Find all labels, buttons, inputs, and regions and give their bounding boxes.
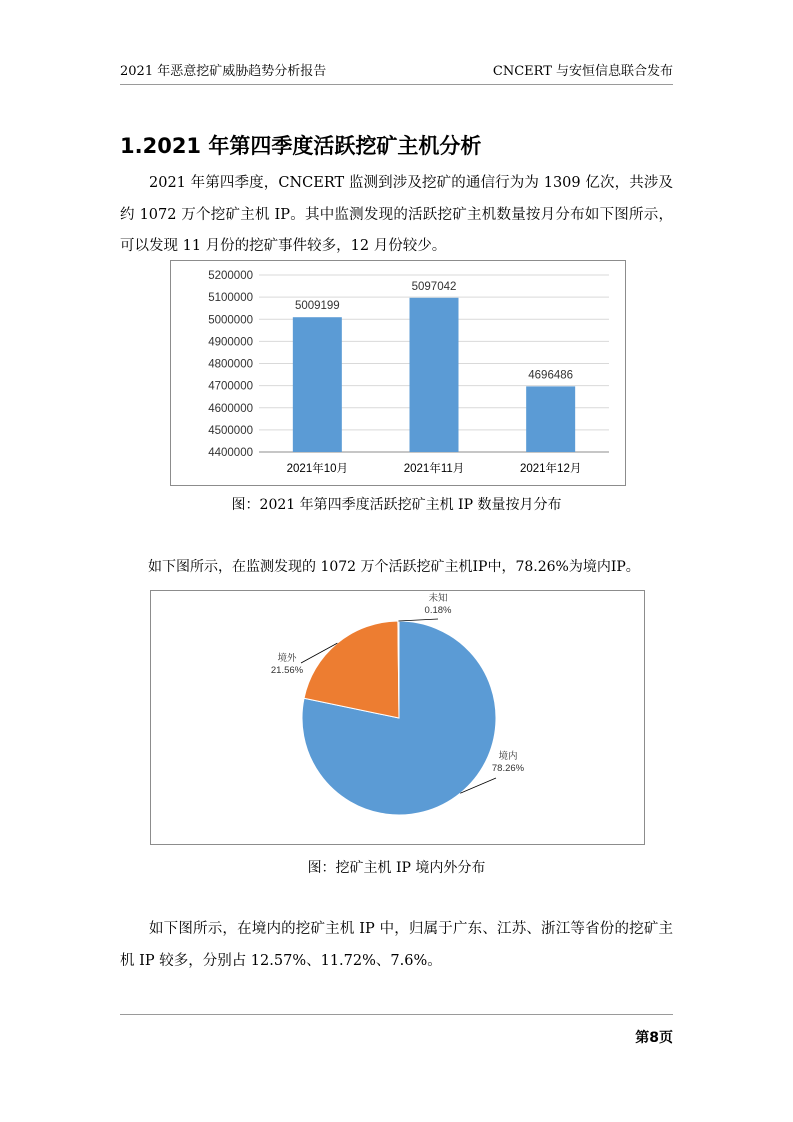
bar-1 — [293, 317, 342, 452]
bar-chart — [171, 261, 625, 485]
pie-label-name: 境内 — [498, 751, 518, 762]
y-tick-label: 5000000 — [208, 314, 253, 327]
x-category-label: 2021年11月 — [403, 463, 465, 475]
x-category-label: 2021年10月 — [286, 463, 349, 475]
y-tick-label: 4600000 — [208, 402, 253, 415]
pie-label-name: 未知 — [428, 593, 448, 604]
paragraph-provinces: 如下图所示，在境内的挖矿主机 IP 中，归属于广东、江苏、浙江等省份的挖矿主机 IP 较多，分别占 12.57%、11.72%、7.6%。 — [120, 921, 673, 969]
y-tick-label: 4400000 — [208, 447, 253, 459]
pie-chart — [151, 591, 644, 844]
footer-divider — [120, 1014, 673, 1015]
y-tick-label: 4700000 — [208, 380, 253, 393]
bar-value-label: 5097042 — [411, 280, 457, 293]
header-divider — [120, 84, 673, 85]
pie-label-name: 境外 — [277, 653, 297, 664]
bar-chart-box — [170, 260, 626, 486]
header-publisher: CNCERT 与安恒信息联合发布 — [492, 64, 673, 79]
pie-leader-line — [398, 619, 438, 621]
paragraph-intro: 2021 年第四季度，CNCERT 监测到涉及挖矿的通信行为为 1309 亿次，共涉及约 1072 万个挖矿主机 IP。其中监测发现的活跃挖矿主机数量按月分布如下图所示，可以发现 11 月份的挖矿事件较多，12 月份较少。 — [120, 175, 673, 254]
y-tick-label: 4900000 — [208, 336, 253, 349]
pie-label-value: 21.56% — [270, 665, 304, 676]
header-report-title: 2021 年恶意挖矿威胁趋势分析报告 — [120, 64, 327, 79]
y-tick-label: 5200000 — [208, 270, 253, 282]
pie-chart-box — [150, 590, 645, 845]
y-tick-label: 4500000 — [208, 424, 253, 437]
bar-2 — [410, 298, 459, 452]
pie-chart-caption: 图：挖矿主机 IP 境内外分布 — [307, 860, 486, 876]
x-category-label: 2021年12月 — [519, 463, 582, 475]
bar-3 — [526, 386, 575, 452]
bar-chart-caption: 图：2021 年第四季度活跃挖矿主机 IP 数量按月分布 — [231, 497, 562, 513]
page-number: 第8页 — [635, 1030, 673, 1046]
bar-value-label: 4696486 — [528, 369, 574, 382]
section-title: 1.2021 年第四季度活跃挖矿主机分析 — [120, 134, 482, 158]
y-tick-label: 4800000 — [208, 358, 253, 371]
paragraph-domestic-share: 如下图所示，在监测发现的 1072 万个活跃挖矿主机IP中，78.26%为境内IP。 — [148, 559, 640, 575]
pie-label-value: 0.18% — [424, 605, 452, 616]
y-tick-label: 5100000 — [208, 292, 253, 305]
bar-value-label: 5009199 — [294, 300, 340, 313]
pie-label-value: 78.26% — [491, 763, 525, 774]
